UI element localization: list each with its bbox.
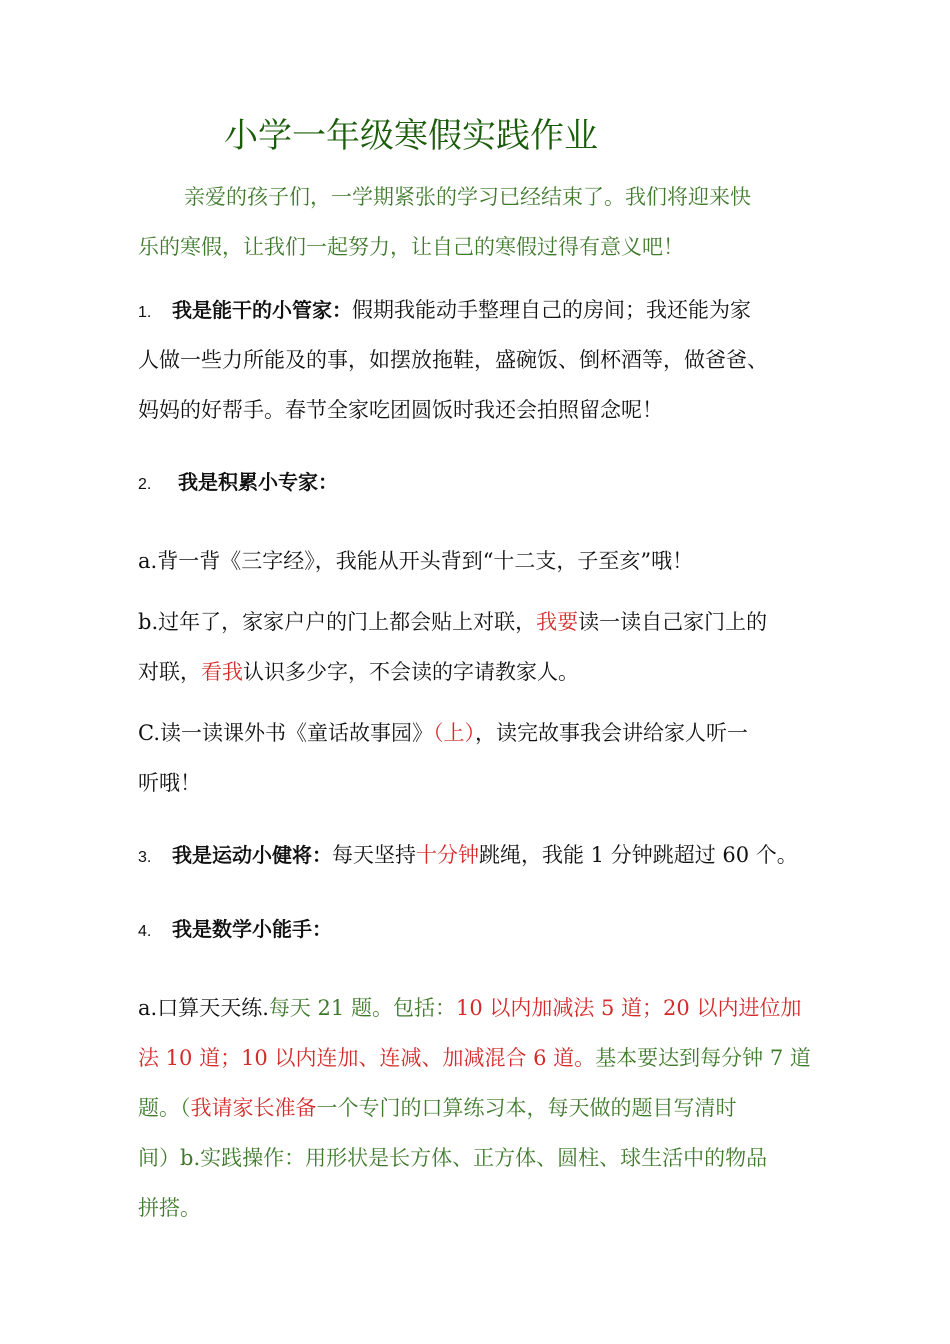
highlight-text: 十分钟 bbox=[416, 843, 479, 867]
green-text: b.实践操作：用形状是长方体、正方体、圆柱、球生活中的物品 bbox=[180, 1146, 768, 1170]
page-title: 小学一年级寒假实践作业 bbox=[224, 116, 598, 156]
text-run: 对联， bbox=[138, 660, 201, 684]
highlight-text: 我请家长准备 bbox=[190, 1096, 317, 1120]
section-4-line-1 bbox=[138, 993, 801, 1023]
section-3-line bbox=[138, 840, 798, 873]
section-4-heading-line bbox=[138, 914, 332, 947]
section-4-line-3 bbox=[138, 1093, 737, 1123]
intro-line-1: 亲爱的孩子们，一学期紧张的学习已经结束了。我们将迎来快 bbox=[184, 185, 751, 209]
text-run: 认识多少字，不会读的字请教家人。 bbox=[243, 660, 579, 684]
section-1-heading: 我是能干的小管家： bbox=[172, 298, 352, 322]
section-4-line-4 bbox=[138, 1143, 767, 1173]
section-4-heading: 我是数学小能手： bbox=[172, 917, 332, 941]
green-text: 基本要达到每分钟 7 道 bbox=[595, 1046, 811, 1070]
section-2-item-c-line-2: 听哦！ bbox=[138, 771, 201, 795]
highlight-text: 我要 bbox=[536, 610, 579, 634]
highlight-text: （上） bbox=[433, 721, 475, 745]
section-2-item-b-line-2 bbox=[138, 657, 579, 687]
section-1-text: 假期我能动手整理自己的房间；我还能为家 bbox=[352, 298, 751, 322]
section-2-item-a: a.背一背《三字经》，我能从开头背到“十二支，子至亥”哦！ bbox=[138, 549, 694, 573]
highlight-text: 看我 bbox=[201, 660, 243, 684]
section-4-number: 4. bbox=[138, 923, 152, 940]
green-text: 间） bbox=[138, 1146, 180, 1170]
section-2-heading: 我是积累小专家： bbox=[178, 470, 338, 494]
section-1-line-3: 妈妈的好帮手。春节全家吃团圆饭时我还会拍照留念呢！ bbox=[138, 398, 663, 422]
section-1-number: 1. bbox=[138, 304, 152, 321]
section-4-line-2 bbox=[138, 1043, 811, 1073]
text-run: a.口算天天练. bbox=[138, 996, 269, 1020]
green-text: 一个专门的口算练习本，每天做的题目写清时 bbox=[316, 1096, 737, 1120]
highlight-text: 法 10 道；10 以内连加、连减、加减混合 6 道。 bbox=[138, 1046, 596, 1070]
green-text: 题。（ bbox=[138, 1096, 191, 1120]
section-3-number: 3. bbox=[138, 849, 152, 866]
section-3-heading: 我是运动小健将： bbox=[172, 843, 332, 867]
section-4-line-5: 拼搭。 bbox=[138, 1196, 201, 1220]
text-run: b.过年了，家家户户的门上都会贴上对联， bbox=[138, 610, 537, 634]
text-run: 读一读自己家门上的 bbox=[578, 610, 768, 634]
section-1-line-1 bbox=[138, 295, 751, 328]
intro-line-2: 乐的寒假，让我们一起努力，让自己的寒假过得有意义吧！ bbox=[138, 235, 684, 259]
section-2-item-b-line-1 bbox=[138, 607, 767, 637]
section-2-item-c-line-1 bbox=[138, 718, 748, 748]
section-2-number: 2. bbox=[138, 476, 152, 493]
section-1-line-2: 人做一些力所能及的事，如摆放拖鞋，盛碗饭、倒杯酒等，做爸爸、 bbox=[138, 348, 768, 372]
highlight-text: 10 以内加减法 5 道；20 以内进位加 bbox=[455, 996, 802, 1020]
section-2-heading-line bbox=[138, 467, 338, 500]
text-run: 跳绳，我能 1 分钟跳超过 60 个。 bbox=[479, 843, 798, 867]
text-run: 每天坚持 bbox=[332, 843, 416, 867]
text-run: ，读完故事我会讲给家人听一 bbox=[475, 721, 748, 745]
text-run: C.读一读课外书《童话故事园》 bbox=[138, 721, 433, 745]
green-text: 每天 21 题。包括： bbox=[268, 996, 456, 1020]
